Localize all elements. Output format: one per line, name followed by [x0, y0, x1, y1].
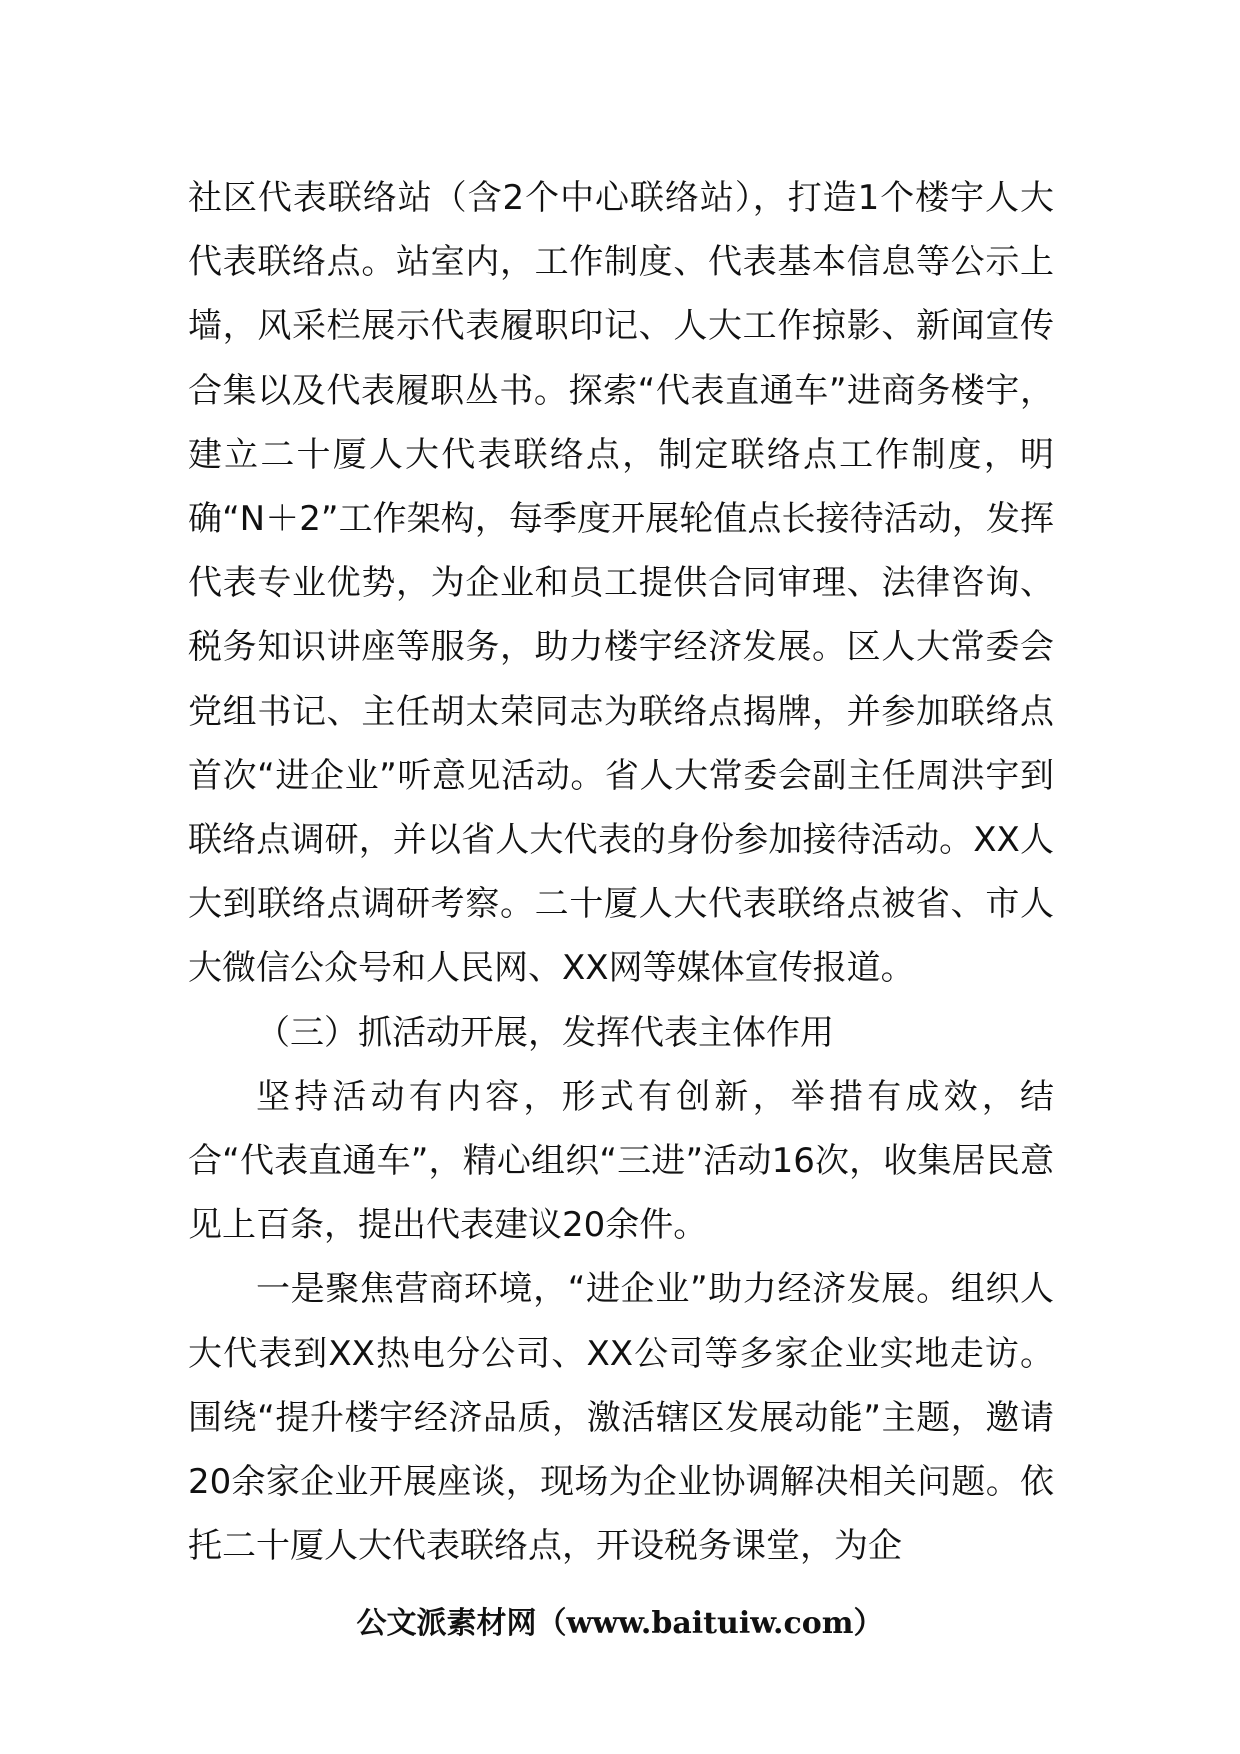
section-heading: （三）抓活动开展，发挥代表主体作用	[256, 1012, 834, 1053]
paragraph: 坚持活动有内容，形式有创新，举措有成效，结合“代表直通车”，精心组织“三进”活动16次，收集居民意见上百条，提出代表建议20余件。	[188, 1076, 1054, 1246]
footer-watermark: 公文派素材网（www.baituiw.com）	[356, 1606, 884, 1641]
paragraph-continuation: 社区代表联络站（含2个中心联络站），打造1个楼宇人大代表联络点。站室内，工作制度、代表基本信息等公示上墙，风采栏展示代表履职印记、人大工作掠影、新闻宣传合集以及代表履职丛书。探索“代表直通车”进商务楼宇，建立二十厦人大代表联络点，制定联络点工作制度，明确“N＋2”工作架构，每季度开展轮值点长接待活动，发挥代表专业优势，为企业和员工提供合同审理、法律咨询、税务知识讲座等服务，助力楼宇经济发展。区人大常委会党组书记、主任胡太荣同志为联络点揭牌，并参加联络点首次“进企业”听意见活动。省人大常委会副主任周洪宇到联络点调研，并以省人大代表的身份参加接待活动。XX人大到联络点调研考察。二十厦人大代表联络点被省、市人大微信公众号和人民网、XX网等媒体宣传报道。	[188, 178, 1054, 989]
document-body	[188, 166, 1054, 1578]
paragraph: 一是聚焦营商环境，“进企业”助力经济发展。组织人大代表到XX热电分公司、XX公司等多家企业实地走访。围绕“提升楼宇经济品质，激活辖区发展动能”主题，邀请20余家企业开展座谈，现场为企业协调解决相关问题。依托二十厦人大代表联络点，开设税务课堂，为企	[188, 1269, 1054, 1567]
